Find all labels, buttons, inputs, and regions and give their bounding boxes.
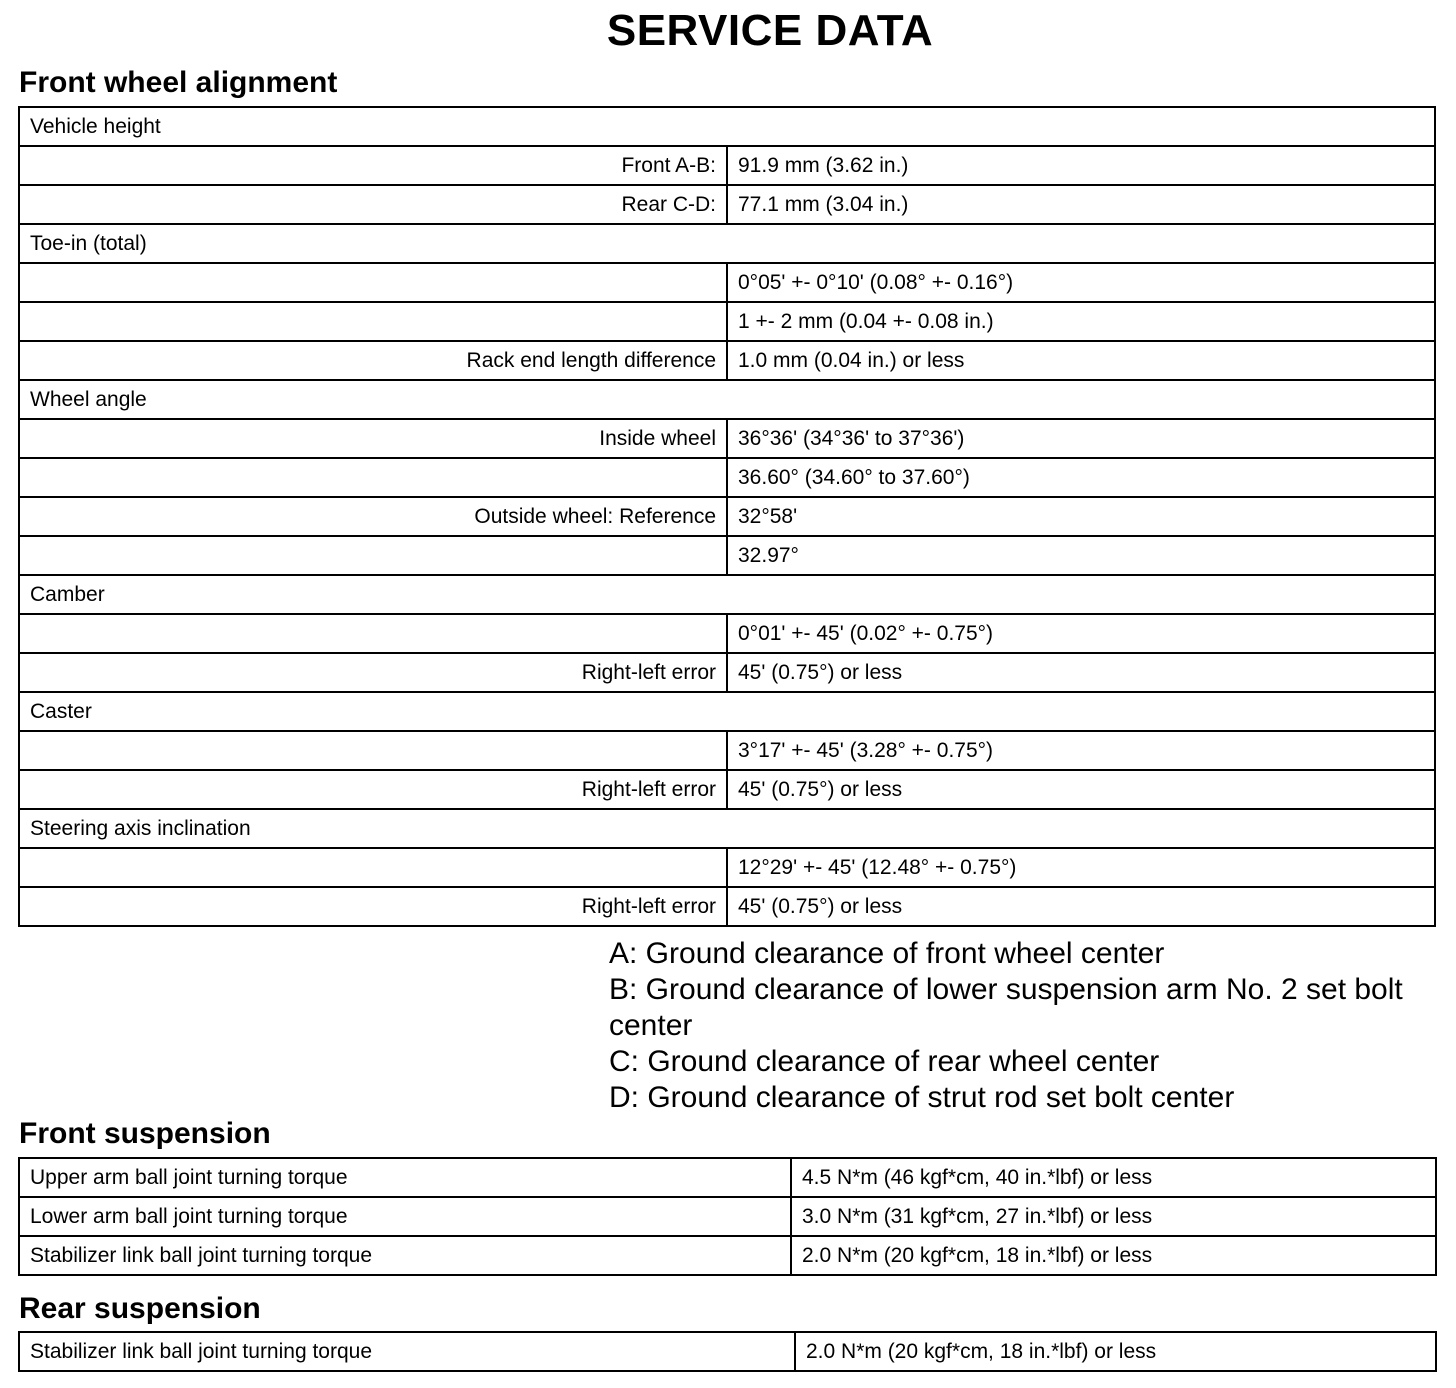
group-label: Caster xyxy=(19,692,1435,731)
table-row xyxy=(19,1332,1436,1371)
front-suspension-table xyxy=(18,1157,1437,1276)
spec-value: 3°17' +- 45' (3.28° +- 0.75°) xyxy=(727,731,1435,770)
legend-item-b: B: Ground clearance of lower suspension arm No. 2 set bolt center xyxy=(609,973,1403,1042)
spec-value: 0°05' +- 0°10' (0.08° +- 0.16°) xyxy=(727,263,1435,302)
table-row xyxy=(19,1236,1436,1275)
table-row xyxy=(19,497,1435,536)
spec-value: 2.0 N*m (20 kgf*cm, 18 in.*lbf) or less xyxy=(791,1236,1436,1275)
spec-value: 32°58' xyxy=(727,497,1435,536)
table-row xyxy=(19,458,1435,497)
spec-value: 2.0 N*m (20 kgf*cm, 18 in.*lbf) or less xyxy=(795,1332,1436,1371)
spec-label: Right-left error xyxy=(19,770,727,809)
front-wheel-alignment-heading: Front wheel alignment xyxy=(19,66,338,99)
spec-value: 1 +- 2 mm (0.04 +- 0.08 in.) xyxy=(727,302,1435,341)
table-row xyxy=(19,887,1435,926)
spec-value: 0°01' +- 45' (0.02° +- 0.75°) xyxy=(727,614,1435,653)
table-row xyxy=(19,341,1435,380)
spec-label: Rack end length difference xyxy=(19,341,727,380)
spec-value: 3.0 N*m (31 kgf*cm, 27 in.*lbf) or less xyxy=(791,1197,1436,1236)
spec-value: 45' (0.75°) or less xyxy=(727,653,1435,692)
spec-label xyxy=(19,302,727,341)
spec-label xyxy=(19,263,727,302)
table-row xyxy=(19,302,1435,341)
table-row xyxy=(19,1197,1436,1236)
group-row xyxy=(19,809,1435,848)
table-row xyxy=(19,185,1435,224)
spec-label xyxy=(19,614,727,653)
spec-label: Right-left error xyxy=(19,887,727,926)
table-row xyxy=(19,146,1435,185)
spec-label: Outside wheel: Reference xyxy=(19,497,727,536)
group-label: Camber xyxy=(19,575,1435,614)
spec-value: 1.0 mm (0.04 in.) or less xyxy=(727,341,1435,380)
legend-item-c: C: Ground clearance of rear wheel center xyxy=(609,1045,1160,1078)
table-row xyxy=(19,848,1435,887)
table-row xyxy=(19,1158,1436,1197)
legend-item-d: D: Ground clearance of strut rod set bolt center xyxy=(609,1081,1235,1114)
table-row xyxy=(19,731,1435,770)
front-wheel-alignment-table xyxy=(18,106,1436,927)
spec-value: 32.97° xyxy=(727,536,1435,575)
spec-label: Rear C-D: xyxy=(19,185,727,224)
spec-value: 45' (0.75°) or less xyxy=(727,770,1435,809)
alignment-table-body xyxy=(19,107,1435,926)
spec-value: 45' (0.75°) or less xyxy=(727,887,1435,926)
spec-value: 77.1 mm (3.04 in.) xyxy=(727,185,1435,224)
group-label: Wheel angle xyxy=(19,380,1435,419)
group-label: Toe-in (total) xyxy=(19,224,1435,263)
spec-value: 36°36' (34°36' to 37°36') xyxy=(727,419,1435,458)
group-row xyxy=(19,575,1435,614)
spec-label xyxy=(19,458,727,497)
group-row xyxy=(19,224,1435,263)
group-label: Steering axis inclination xyxy=(19,809,1435,848)
table-row xyxy=(19,419,1435,458)
spec-label xyxy=(19,848,727,887)
spec-value: 36.60° (34.60° to 37.60°) xyxy=(727,458,1435,497)
spec-label xyxy=(19,731,727,770)
front-suspension-heading: Front suspension xyxy=(19,1117,271,1150)
spec-value: 4.5 N*m (46 kgf*cm, 40 in.*lbf) or less xyxy=(791,1158,1436,1197)
spec-label: Lower arm ball joint turning torque xyxy=(19,1197,791,1236)
spec-label: Stabilizer link ball joint turning torque xyxy=(19,1236,791,1275)
group-row xyxy=(19,107,1435,146)
legend xyxy=(609,936,1439,1116)
spec-value: 12°29' +- 45' (12.48° +- 0.75°) xyxy=(727,848,1435,887)
table-row xyxy=(19,770,1435,809)
table-row xyxy=(19,263,1435,302)
rear-suspension-heading: Rear suspension xyxy=(19,1292,261,1325)
page-title: SERVICE DATA xyxy=(606,6,934,55)
spec-label: Front A-B: xyxy=(19,146,727,185)
legend-item-a: A: Ground clearance of front wheel center xyxy=(609,937,1165,970)
table-row xyxy=(19,536,1435,575)
group-row xyxy=(19,692,1435,731)
group-label: Vehicle height xyxy=(19,107,1435,146)
spec-label: Stabilizer link ball joint turning torque xyxy=(19,1332,795,1371)
spec-label: Inside wheel xyxy=(19,419,727,458)
rear-suspension-table xyxy=(18,1331,1437,1372)
group-row xyxy=(19,380,1435,419)
spec-label: Upper arm ball joint turning torque xyxy=(19,1158,791,1197)
spec-label xyxy=(19,536,727,575)
spec-label: Right-left error xyxy=(19,653,727,692)
front-suspension-table-body xyxy=(19,1158,1436,1275)
rear-suspension-table-body xyxy=(19,1332,1436,1371)
table-row xyxy=(19,614,1435,653)
spec-value: 91.9 mm (3.62 in.) xyxy=(727,146,1435,185)
table-row xyxy=(19,653,1435,692)
